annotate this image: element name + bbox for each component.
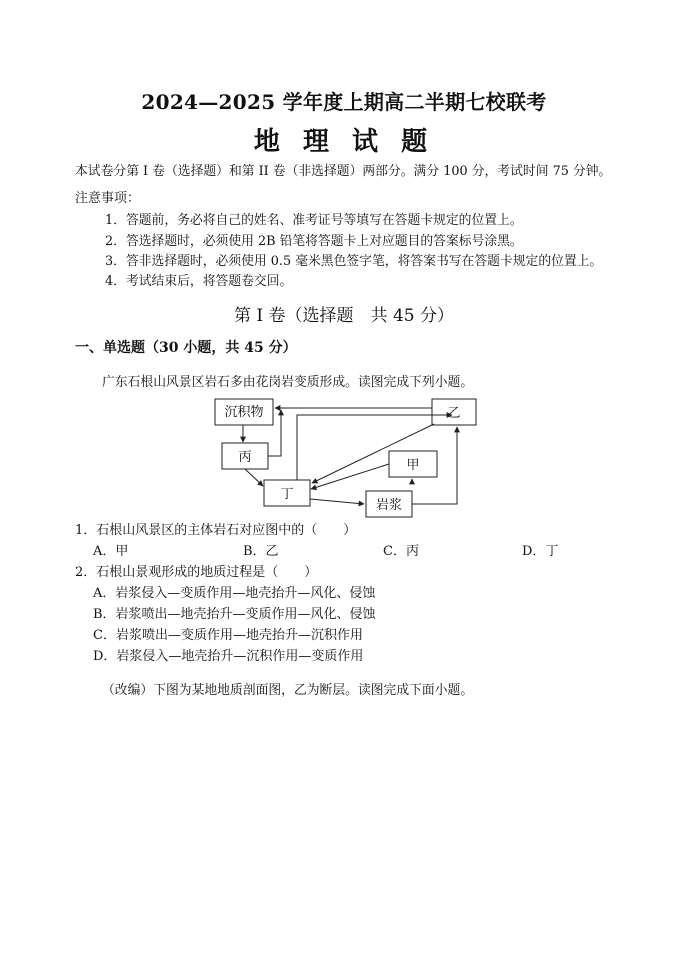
rock-cycle-diagram: [205, 393, 485, 518]
notice-heading: 注意事项：: [75, 191, 141, 206]
material-text: 广东石根山风景区岩石多由花岗岩变质形成。读图完成下列小题。: [102, 375, 474, 390]
part-heading: 一、单选题（30 小题，共 45 分）: [75, 340, 297, 356]
notice-item: 2．答选择题时，必须使用 2B 铅笔将答题卡上对应题目的答案标号涂黑。: [105, 234, 523, 249]
label-bing: 丙: [238, 450, 252, 465]
label-magma: 岩浆: [375, 498, 403, 513]
question-stem: 2．石根山景观形成的地质过程是（ ）: [75, 565, 318, 580]
option-c: C．岩浆喷出—变质作用—地壳抬升—沉积作用: [93, 628, 363, 643]
label-ding: 丁: [280, 487, 294, 502]
notice-item: 1．答题前，务必将自己的姓名、准考证号等填写在答题卡规定的位置上。: [105, 213, 523, 228]
label-jia: 甲: [406, 458, 420, 473]
material-text-2: （改编）下图为某地地质剖面图，乙为断层。读图完成下面小题。: [102, 683, 474, 698]
option-b: B．乙: [243, 544, 279, 559]
option-b: B．岩浆喷出—地壳抬升—变质作用—风化、侵蚀: [93, 607, 376, 622]
option-d: D．岩浆侵入—地壳抬升—沉积作用—变质作用: [93, 649, 364, 664]
option-c: C．丙: [383, 544, 419, 559]
notice-item: 3．答非选择题时，必须使用 0.5 毫米黑色签字笔，将答案书写在答题卡规定的位置上。: [105, 254, 603, 269]
section-title: 第 I 卷（选择题 共 45 分）: [234, 306, 454, 326]
option-a: A．甲: [93, 544, 129, 559]
option-d: D．丁: [522, 544, 559, 559]
question-stem: 1．石根山风景区的主体岩石对应图中的（ ）: [75, 523, 357, 538]
notice-item: 4．考试结束后，将答题卷交回。: [105, 274, 293, 289]
label-sediment: 沉积物: [224, 405, 264, 420]
option-a: A．岩浆侵入—变质作用—地壳抬升—风化、侵蚀: [93, 586, 376, 601]
subject-title: 地 理 试 题: [253, 127, 435, 157]
exam-intro: 本试卷分第 I 卷（选择题）和第 II 卷（非选择题）两部分。满分 100 分，考试时间 75 分钟。: [75, 164, 612, 179]
exam-title: 2024—2025 学年度上期高二半期七校联考: [141, 90, 547, 114]
label-yi: 乙: [447, 406, 461, 421]
